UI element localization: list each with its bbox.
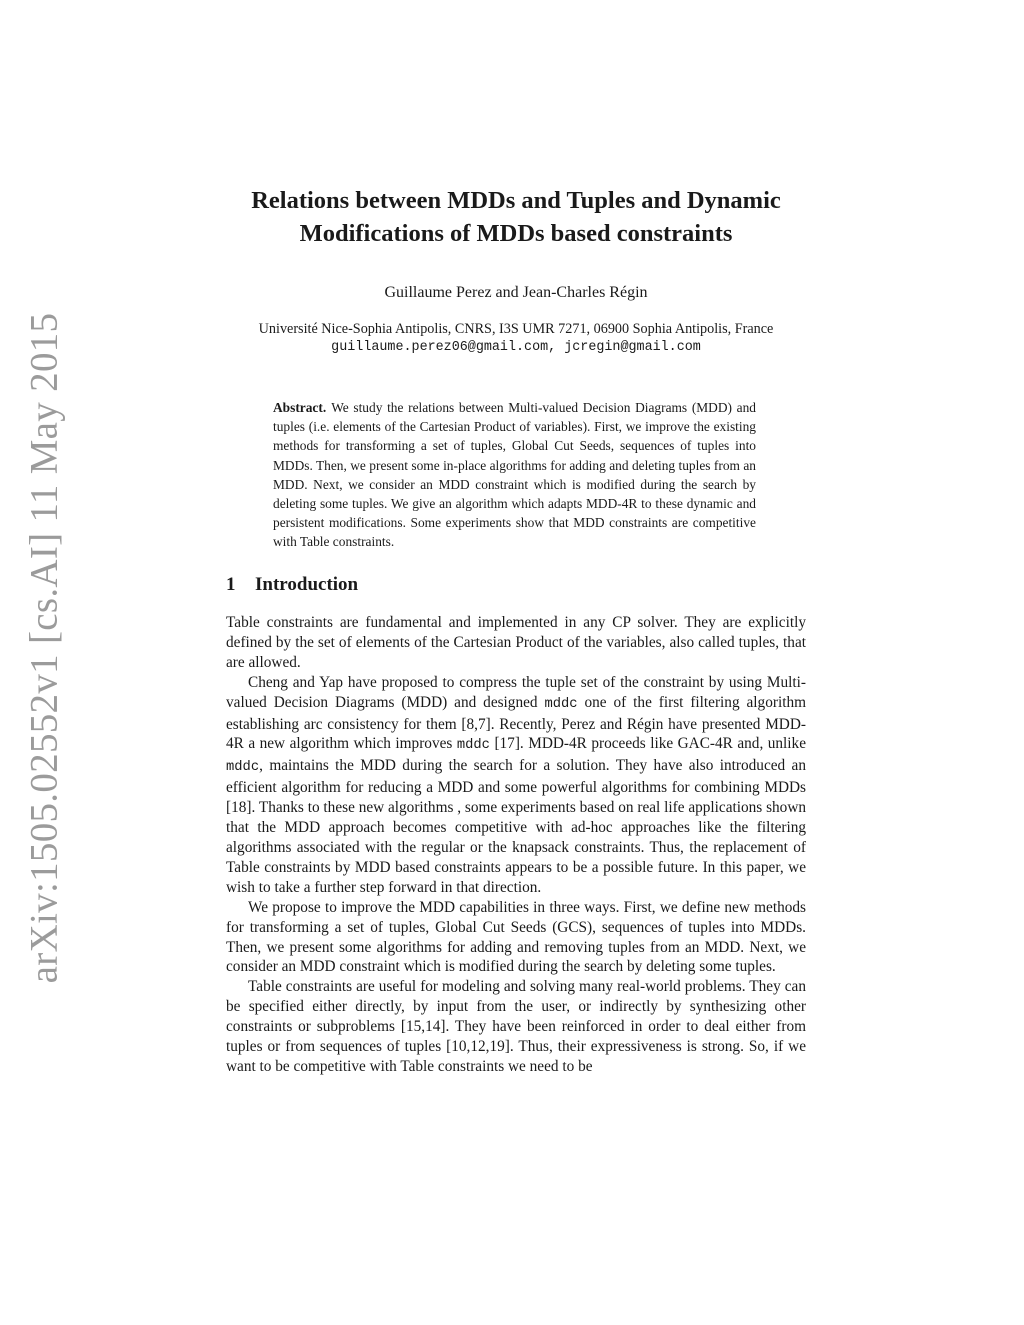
paragraph-2-text-c: [17]. MDD-4R proceeds like GAC-4R and, unlike: [489, 735, 806, 753]
paragraph-3: We propose to improve the MDD capabilities in three ways. First, we define new methods for transforming a set of tuples, Global Cut Seeds (GCS), sequences of tuples into MDDs. Then, we present some algorithms for adding and removing tuples from an MDD. Next, we consider an MDD constraint which is modified during the search by deleting some tuples.: [226, 898, 806, 976]
section-number: 1: [226, 574, 236, 595]
abstract-text: We study the relations between Multi-valued Decision Diagrams (MDD) and tuples (i.e. elements of the Cartesian Product of variables). First, we improve the existing methods for transforming a set of tuples, Global Cut Seeds, sequences of tuples into MDDs. Then, we present some in-place algorithms for adding and deleting tuples from an MDD. Next, we consider an MDD constraint which is modified during the search by deleting some tuples. We give an algorithm which adapts MDD-4R to these dynamic and persistent modifications. Some experiments show that MDD constraints are competitive with Table constraints.: [273, 400, 756, 550]
paragraph-1: Table constraints are fundamental and implemented in any CP solver. They are explicitly defined by the set of elements of the Cartesian Product of the variables, also called tuples, that are allowed.: [226, 614, 806, 671]
section-title: Introduction: [255, 574, 359, 595]
abstract-label: Abstract.: [273, 400, 327, 415]
paragraph-2-text-d: , maintains the MDD during the search for a solution. They have also introduced an efficient algorithm for reducing a MDD and some powerful algorithms for combining MDDs [18]. Thanks to these new algorithms , some experiments based on real life applications shown that the MDD approach becomes competitive with ad-hoc approaches like the filtering algorithms associated with the regular or the knapsack constraints. Thus, the replacement of Table constraints by MDD based constraints appears to be a possible future. In this paper, we wish to take a further step forward in that direction.: [226, 757, 807, 896]
paragraph-2-text-b: one of the first filtering algorithm establishing arc consistency for them [8,7]. Recently, Perez and Régin have presented MDD-4R a new algorithm which improves: [226, 693, 806, 753]
section-heading-introduction: [226, 574, 358, 596]
author-affiliation: Université Nice-Sophia Antipolis, CNRS, I3S UMR 7271, 06900 Sophia Antipolis, France: [258, 321, 774, 337]
paragraph-2: [226, 673, 806, 898]
code-mddc: mddc: [226, 760, 260, 776]
paragraph-2-text-a: Cheng and Yap have proposed to compress the tuple set of the constraint by using Multi-valued Decision Diagrams (MDD) and designed: [226, 673, 806, 711]
paper-title: [226, 184, 806, 250]
arxiv-identifier-stamp: arXiv:1505.02552v1 [cs.AI] 11 May 2015: [22, 312, 66, 984]
introduction-body: [226, 613, 806, 1077]
paper-title-line-2: Modifications of MDDs based constraints: [299, 220, 733, 247]
author-emails: guillaume.perez06@gmail.com, jcregin@gmail.com: [331, 340, 701, 355]
paper-authors: Guillaume Perez and Jean-Charles Régin: [384, 284, 648, 301]
code-mddc: mddc: [456, 738, 490, 754]
code-mddc: mddc: [544, 696, 578, 712]
paper-title-line-1: Relations between MDDs and Tuples and Dynamic: [251, 187, 781, 214]
abstract: [273, 398, 756, 552]
paragraph-4: Table constraints are useful for modeling and solving many real-world problems. They can be specified either directly, by input from the user, or indirectly by synthesizing other constraints or subproblems [15,14]. They have been reinforced in order to deal either from tuples or from sequences of tuples [10,12,19]. Thus, their expressiveness is strong. So, if we want to be competitive with Table constraints we need to be: [226, 978, 806, 1075]
